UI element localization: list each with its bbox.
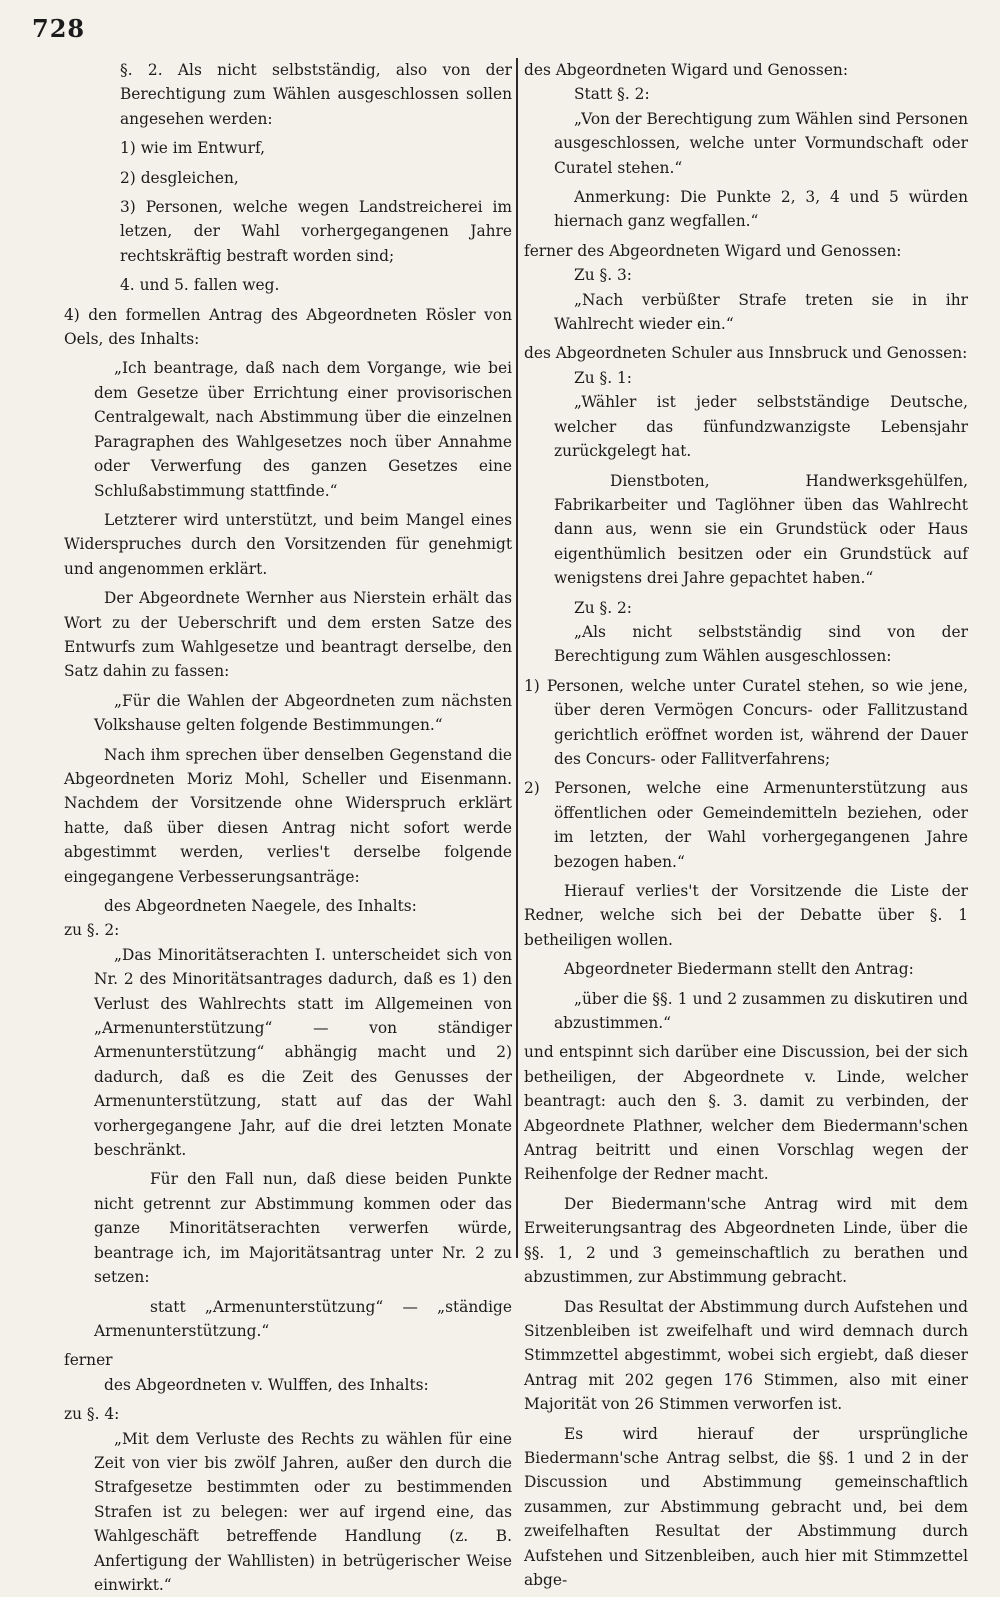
paragraph: statt „Armenunterstützung“ — „ständige Armenunterstützung.“ bbox=[94, 1297, 512, 1340]
paragraph: Das Resultat der Abstimmung durch Aufstehen und Sitzenbleiben ist zweifelhaft und wird demnach durch Stimmzettel abgestimmt, wobei sich ergiebt, daß dieser Antrag mit 202 gegen 176 Stimmen, also mit einer Majorität von 26 Stimmen verworfen ist. bbox=[524, 1297, 968, 1414]
paragraph: „Als nicht selbstständig sind von der Berechtigung zum Wählen ausgeschlossen: bbox=[554, 622, 968, 666]
paragraph: 4. und 5. fallen weg. bbox=[120, 276, 280, 295]
page-number: 728 bbox=[32, 14, 86, 43]
paragraph: Anmerkung: Die Punkte 2, 3, 4 und 5 würden hiernach ganz wegfallen.“ bbox=[554, 188, 968, 231]
paragraph: Der Biedermann'sche Antrag wird mit dem Erweiterungsantrag des Abgeordneten Linde, über die §§. 1, 2 und 3 gemeinschaftlich zu berathen und abzustimmen, zur Abstimmung gebracht. bbox=[524, 1194, 968, 1287]
right-column bbox=[524, 58, 968, 1592]
paragraph: „über die §§. 1 und 2 zusammen zu diskutiren und abzustimmen.“ bbox=[554, 989, 968, 1033]
paragraph: Zu §. 2: bbox=[574, 598, 632, 617]
paragraph: des Abgeordneten Naegele, des Inhalts: bbox=[104, 897, 417, 915]
paragraph: 1) Personen, welche unter Curatel stehen, so wie jene, über deren Vermögen Concurs- oder Fallitzustand gerichtlich eröffnet worden ist, während der Dauer des Concurs- oder Fallitverfahrens; bbox=[524, 676, 968, 768]
paragraph: ferner des Abgeordneten Wigard und Genossen: bbox=[524, 241, 902, 260]
paragraph: „Für die Wahlen der Abgeordneten zum nächsten Volkshause gelten folgende Bestimmungen.“ bbox=[94, 691, 512, 735]
paragraph: Hierauf verlies't der Vorsitzende die Liste der Redner, welche sich bei der Debatte über §. 1 betheiligen wollen. bbox=[524, 882, 968, 949]
paragraph: Statt §. 2: bbox=[574, 85, 650, 104]
paragraph: „Von der Berechtigung zum Wählen sind Personen ausgeschlossen, welche unter Vormundschaft oder Curatel stehen.“ bbox=[554, 109, 968, 177]
paragraph: ferner bbox=[64, 1351, 113, 1370]
paragraph: Nach ihm sprechen über denselben Gegenstand die Abgeordneten Moriz Mohl, Scheller und Eisenmann. Nachdem der Vorsitzende ohne Widerspruch erklärt hatte, daß über diesen Antrag nicht sofort werde abgestimmt werden, verlies't derselbe folgende eingegangene Verbesserungsanträge: bbox=[64, 745, 512, 886]
paragraph: §. 2. Als nicht selbstständig, also von der Berechtigung zum Wählen ausgeschlossen sollen angesehen werden: bbox=[120, 61, 512, 128]
paragraph: 1) wie im Entwurf, bbox=[120, 139, 266, 158]
paragraph: „Ich beantrage, daß nach dem Vorgange, wie bei dem Gesetze über Errichtung einer provisorischen Centralgewalt, nach Abstimmung über die einzelnen Paragraphen des Wahlgesetzes noch über Annahme oder Verwerfung des ganzen Gesetzes eine Schlußabstimmung stattfinde.“ bbox=[94, 359, 512, 500]
paragraph: Zu §. 3: bbox=[574, 266, 632, 285]
paragraph: „Mit dem Verluste des Rechts zu wählen für eine Zeit von vier bis zwölf Jahren, außer den durch die Strafgesetze bestimmten oder zu bestimmenden Strafen ist zu belegen: wer auf irgend eine, das Wahlgeschäft betreffende Handlung (z. B. Anfertigung der Wahllisten) in betrügerischer Weise einwirkt.“ bbox=[94, 1429, 512, 1594]
paragraph: 3) Personen, welche wegen Landstreicherei im letzen, der Wahl vorhergegangenen Jahre rechtskräftig bestraft worden sind; bbox=[120, 198, 512, 265]
paragraph: Der Abgeordnete Wernher aus Nierstein erhält das Wort zu der Ueberschrift und dem ersten Satze des Entwurfs zum Wahlgesetze und beantragt derselbe, den Satz dahin zu fassen: bbox=[64, 589, 512, 681]
paragraph: 2) desgleichen, bbox=[120, 168, 239, 187]
left-column bbox=[64, 58, 512, 1597]
paragraph: Für den Fall nun, daß diese beiden Punkte nicht getrennt zur Abstimmung kommen oder das ganze Minoritätserachten verwerfen würde, beantrage ich, im Majoritätsantrag unter Nr. 2 zu setzen: bbox=[94, 1170, 512, 1287]
paragraph: „Nach verbüßter Strafe treten sie in ihr Wahlrecht wieder ein.“ bbox=[554, 290, 968, 334]
paragraph: „Wähler ist jeder selbstständige Deutsche, welcher das fünfundzwanzigste Lebensjahr zurückgelegt hat. bbox=[554, 393, 968, 461]
paragraph: Es wird hierauf der ursprüngliche Biedermann'sche Antrag selbst, die §§. 1 und 2 in der Discussion und Abstimmung gemeinschaftlich zusammen, zur Abstimmung gebracht und, bei dem zweifelhaften Resultat der Abstimmung durch Aufstehen und Sitzenbleiben, auch hier mit Stimmzettel abge- bbox=[524, 1424, 968, 1589]
paragraph: Dienstboten, Handwerksgehülfen, Fabrikarbeiter und Taglöhner üben das Wahlrecht dann aus, wenn sie ein Grundstück oder Haus eigenthümlich besitzen oder ein Grundstück auf wenigstens drei Jahre gepachtet haben.“ bbox=[554, 471, 968, 588]
paragraph: Abgeordneter Biedermann stellt den Antrag: bbox=[564, 960, 914, 979]
paragraph: 2) Personen, welche eine Armenunterstützung aus öffentlichen oder Gemeindemitteln beziehen, oder im letzten, der Wahl vorhergegangenen Jahre bezogen haben.“ bbox=[524, 779, 968, 871]
column-divider bbox=[516, 58, 518, 1258]
paragraph: zu §. 4: bbox=[64, 1405, 120, 1424]
paragraph: Zu §. 1: bbox=[574, 368, 632, 387]
paragraph: des Abgeordneten v. Wulffen, des Inhalts: bbox=[104, 1375, 429, 1394]
paragraph: Letzterer wird unterstützt, und beim Mangel eines Widerspruches durch den Vorsitzenden für genehmigt und angenommen erklärt. bbox=[64, 510, 512, 578]
paragraph: „Das Minoritätserachten I. unterscheidet sich von Nr. 2 des Minoritätsantrages dadurch, daß es 1) den Verlust des Wahlrechts statt im Allgemeinen von „Armenunterstützung“ — von ständiger Armenunterstützung“ abhängig macht und 2) dadurch, daß es die Zeit des Genusses der Armenunterstützung, statt auf das der Wahl vorhergegangene Jahr, auf die drei letzten Monate beschränkt. bbox=[94, 945, 512, 1160]
paragraph: des Abgeordneten Wigard und Genossen: bbox=[524, 61, 849, 79]
paragraph: 4) den formellen Antrag des Abgeordneten Rösler von Oels, des Inhalts: bbox=[64, 305, 512, 349]
paragraph: und entspinnt sich darüber eine Discussion, bei der sich betheiligen, der Abgeordnete v. Linde, welcher beantragt: auch den §. 3. damit zu verbinden, der Abgeordnete Plathner, welcher dem Biedermann'schen Antrag beitritt und einen Vorschlag wegen der Reihenfolge der Redner macht. bbox=[524, 1043, 968, 1184]
paragraph: des Abgeordneten Schuler aus Innsbruck und Genossen: bbox=[524, 344, 968, 363]
paragraph: zu §. 2: bbox=[64, 921, 120, 940]
